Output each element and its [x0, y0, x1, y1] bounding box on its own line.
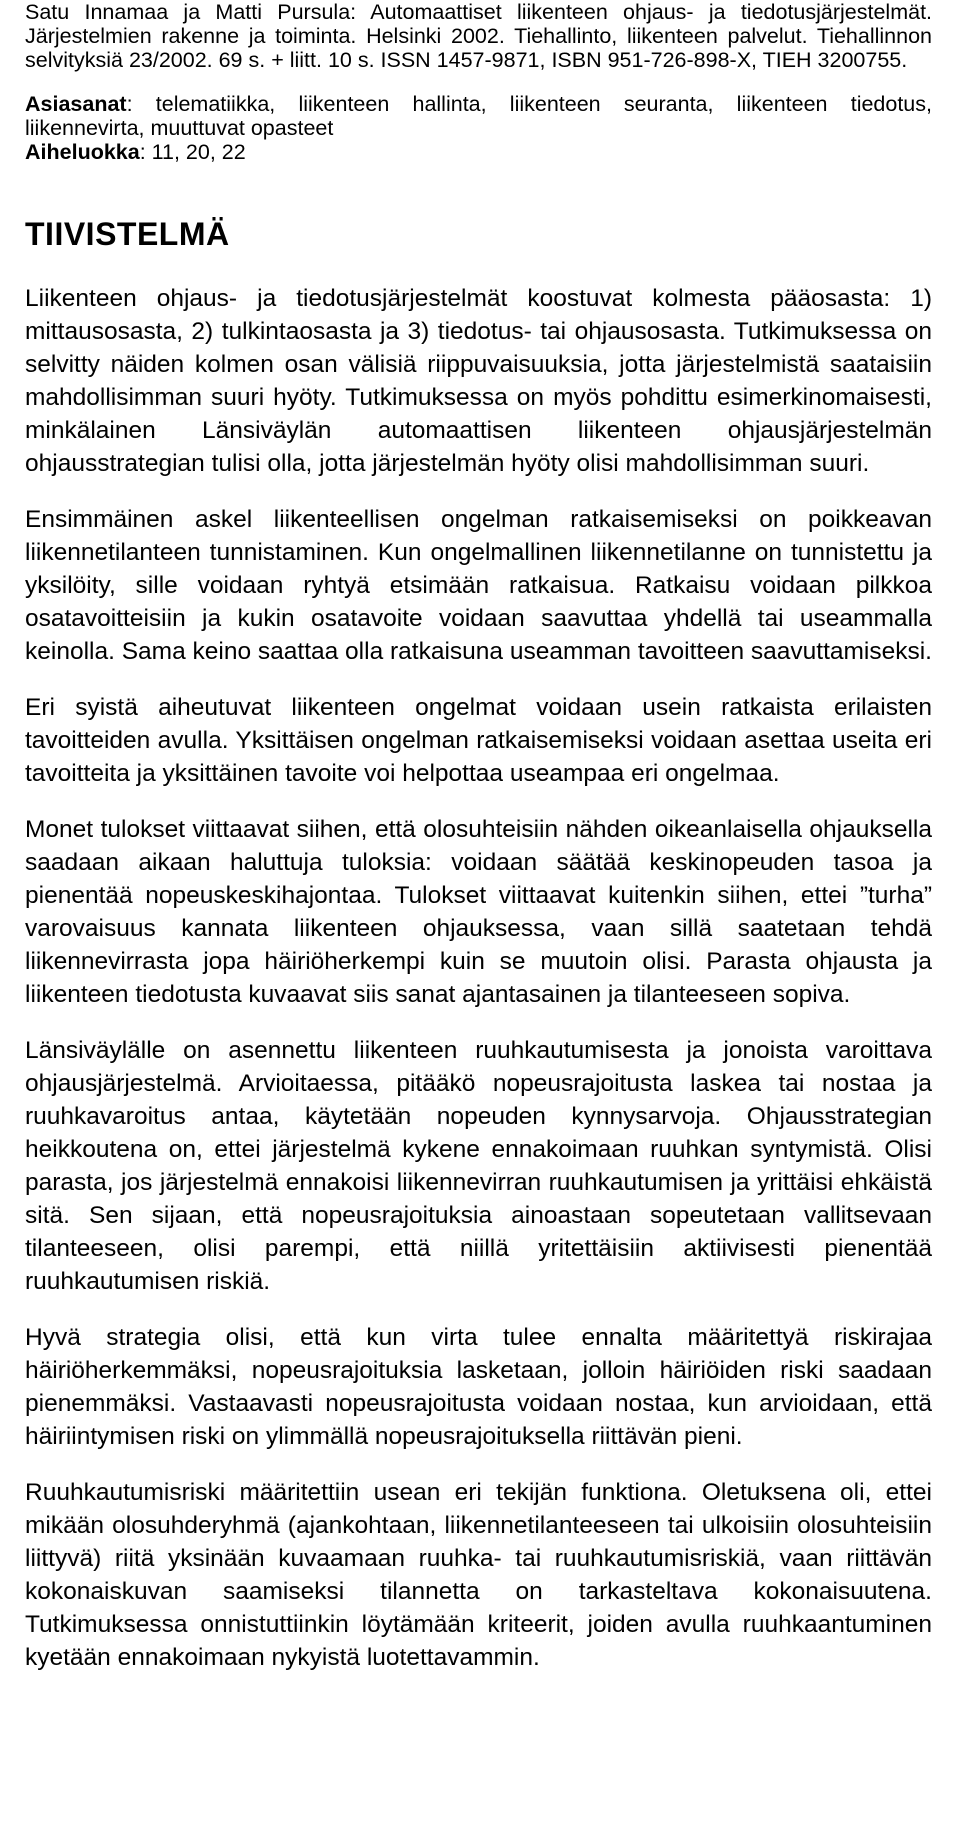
bibliographic-info: [25, 0, 932, 72]
section-title: TIIVISTELMÄ: [25, 216, 230, 252]
authors-separator: :: [350, 0, 371, 24]
keywords-value: : telematiikka, liikenteen hallinta, liikenteen seuranta, liikenteen tiedotus, liikennevirta, muuttuvat opasteet: [25, 92, 932, 140]
paragraph-6: Hyvä strategia olisi, että kun virta tulee ennalta määritettyä riskirajaa häiriöherkemmäksi, nopeusrajoituksia lasketaan, jolloin häiriöiden riski saadaan pienemmäksi. Vastaavasti nopeusrajoitusta voidaan nostaa, kun arvioidaan, että häiriintymisen riski on ylimmällä nopeusrajoituksella riittävän pieni.: [25, 1324, 932, 1450]
paragraph-7: Ruuhkautumisriski määritettiin usean eri tekijän funktiona. Oletuksena oli, ettei mikään olosuhderyhmä (ajankohtaan, liikennetilanteeseen tai ulkoisiin olosuhteisiin liittyvä) riitä yksinään kuvaamaan ruuhka- tai ruuhkautumisriskiä, vaan riittävän kokonaiskuvan saamiseksi tilannetta on tarkasteltava kokonaisuutena. Tutkimuksessa onnistuttiinkin löytämään kriteerit, joiden avulla ruuhkaantuminen kyetään ennakoimaan nykyistä luotettavammin.: [25, 1479, 932, 1671]
paragraph-1: Liikenteen ohjaus- ja tiedotusjärjestelmät koostuvat kolmesta pääosasta: 1) mittausosasta, 2) tulkintaosasta ja 3) tiedotus- tai ohjausosasta. Tutkimuksessa on selvitty näiden kolmen osan välisiä riippuvaisuuksia, jotta järjestelmistä saataisiin mahdollisimman suuri hyöty. Tutkimuksessa on myös pohdittu esimerkinomaisesti, minkälainen Länsiväylän automaattisen liikenteen ohjausjärjestelmän ohjausstrategian tulisi olla, jotta järjestelmän hyöty olisi mahdollisimman suuri.: [25, 285, 932, 477]
keywords-line: [25, 92, 932, 140]
paragraph-5: Länsiväylälle on asennettu liikenteen ruuhkautumisesta ja jonoista varoittava ohjausjärjestelmä. Arvioitaessa, pitääkö nopeusrajoitusta laskea tai nostaa ja ruuhkavaroitus antaa, käytetään nopeuden kynnysarvoja. Ohjausstrategian heikkoutena on, ettei järjestelmä kykene ennakoimaan ruuhkan syntymistä. Olisi parasta, jos järjestelmä ennakoisi liikennevirran ruuhkautumisen ja yrittäisi ehkäistä sitä. Sen sijaan, että nopeusrajoituksia ainoastaan sopeutetaan vallitsevaan tilanteeseen, olisi parempi, että niillä yritettäisiin aktiivisesti pienentää ruuhkautumisen riskiä.: [25, 1037, 932, 1295]
classification-value: : 11, 20, 22: [139, 140, 246, 164]
paragraph-4: Monet tulokset viittaavat siihen, että olosuhteisiin nähden oikeanlaisella ohjauksella saadaan aikaan haluttuja tuloksia: voidaan säätää keskinopeuden tasoa ja pienentää nopeuskeskihajontaa. Tulokset viittaavat kuitenkin siihen, ettei ”turha” varovaisuus kannata liikenteen ohjauksessa, vaan sillä saatetaan tehdä liikennevirrasta jopa häiriöherkempi kuin se muutoin olisi. Parasta ohjausta ja liikenteen tiedotusta kuvaavat siis sanat ajantasainen ja tilanteeseen sopiva.: [25, 816, 932, 1008]
abstract-body: [25, 282, 932, 1674]
classification-line: [25, 140, 932, 164]
classification-label: Aiheluokka: [25, 140, 140, 164]
paragraph-2: Ensimmäinen askel liikenteellisen ongelman ratkaisemiseksi on poikkeavan liikennetilanteen tunnistaminen. Kun ongelmallinen liikennetilanne on tunnistettu ja yksilöity, sille voidaan ryhtyä etsimään ratkaisua. Ratkaisu voidaan pilkkoa osatavoitteisiin ja kukin osatavoite voidaan saavuttaa yhdellä tai useammalla keinolla. Sama keino saattaa olla ratkaisuna useamman tavoitteen saavuttamiseksi.: [25, 506, 932, 665]
publication-details: Automaattiset liikenteen ohjaus- ja tiedotusjärjestelmät. Järjestelmien rakenne ja toiminta. Helsinki 2002. Tiehallinto, liikenteen palvelut. Tiehallinnon selvityksiä 23/2002. 69 s. + liitt. 10 s. ISSN 1457-9871, ISBN 951-726-898-X, TIEH 3200755.: [25, 0, 933, 72]
paragraph-3: Eri syistä aiheutuvat liikenteen ongelmat voidaan usein ratkaista erilaisten tavoitteiden avulla. Yksittäisen ongelman ratkaisemiseksi voidaan asettaa useita eri tavoitteita ja yksittäinen tavoite voi helpottaa useampaa eri ongelmaa.: [25, 694, 932, 787]
keywords-label: Asiasanat: [25, 92, 127, 116]
authors: Satu Innamaa ja Matti Pursula: [25, 0, 351, 24]
metadata-block: [25, 92, 932, 164]
